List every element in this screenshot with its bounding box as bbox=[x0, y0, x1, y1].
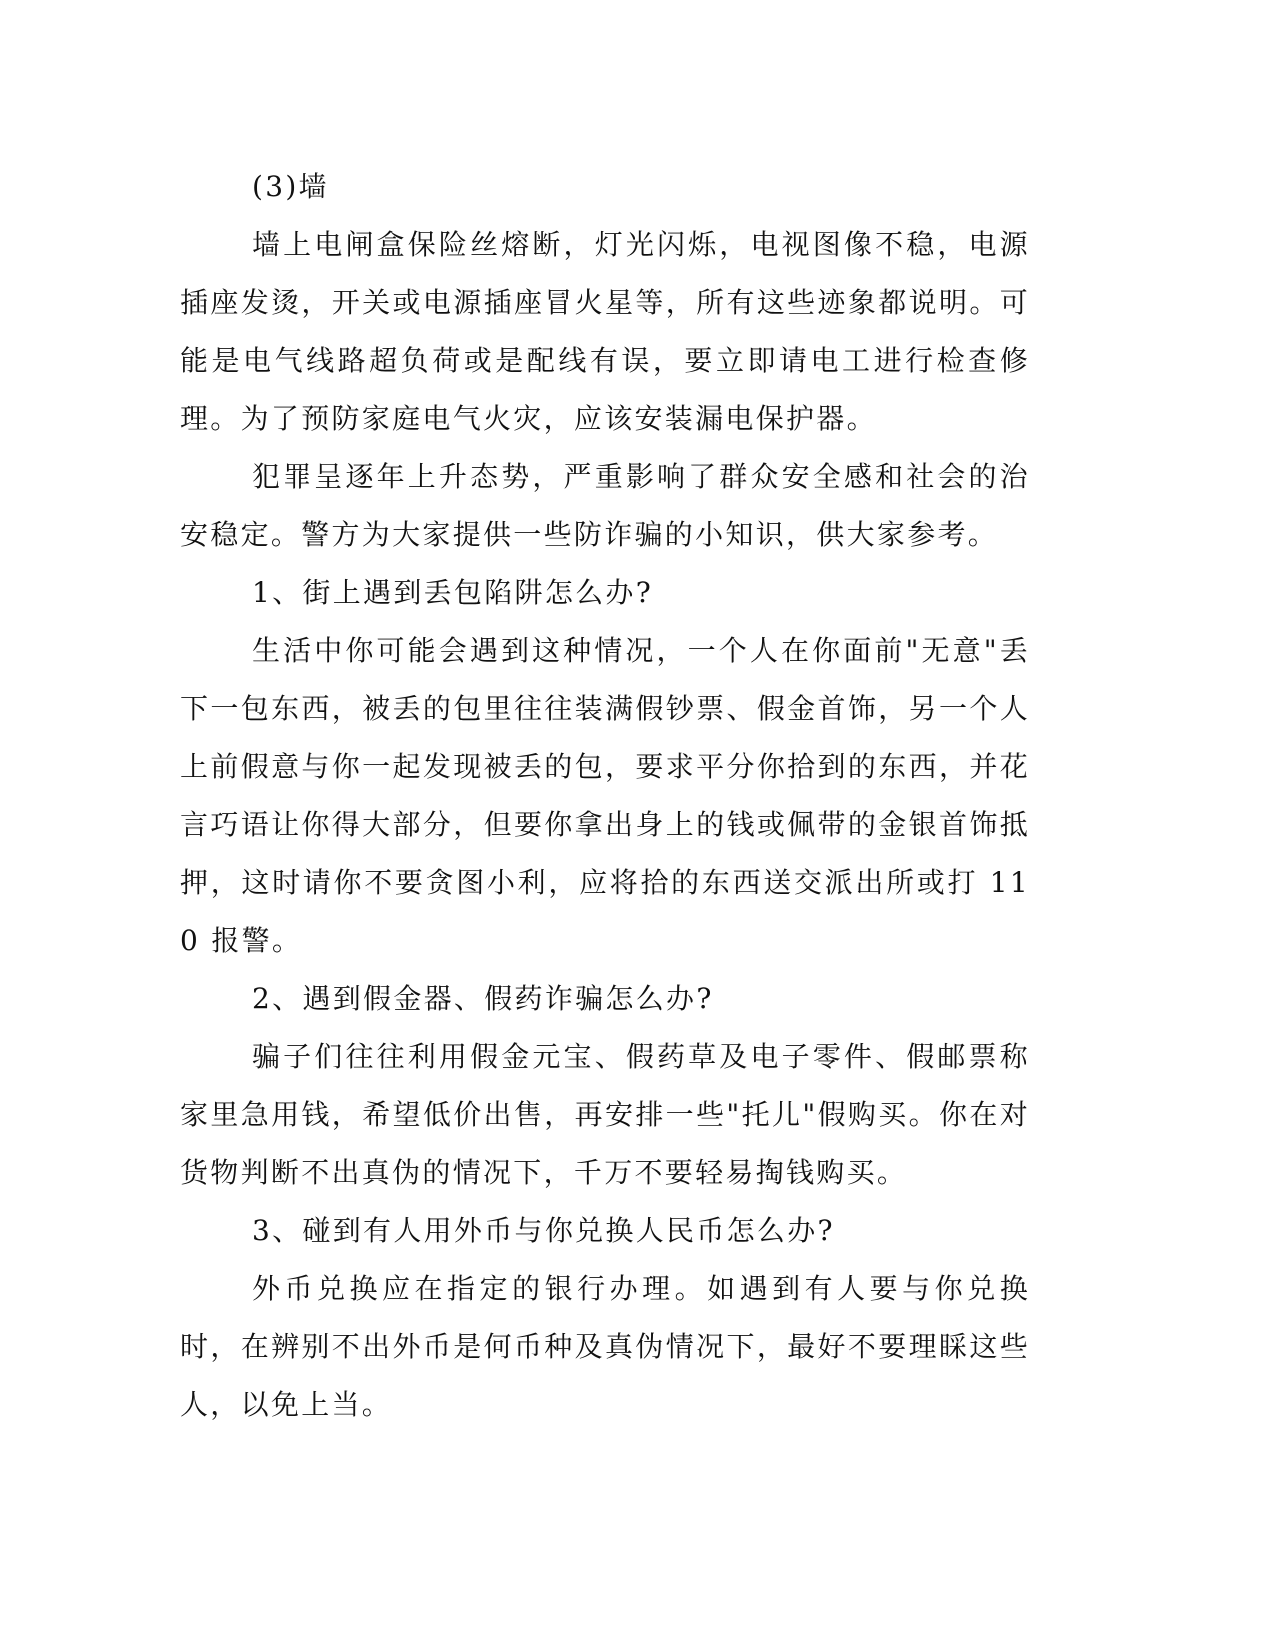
question-heading-3: 3、碰到有人用外币与你兑换人民币怎么办? bbox=[252, 1214, 835, 1247]
paragraph-fraud-intro: 犯罪呈逐年上升态势，严重影响了群众安全感和社会的治安稳定。警方为大家提供一些防诈骗的小知识，供大家参考。 bbox=[180, 460, 1030, 551]
paragraph-answer-3: 外币兑换应在指定的银行办理。如遇到有人要与你兑换时，在辨别不出外币是何币种及真伪情况下，最好不要理睬这些人，以免上当。 bbox=[180, 1272, 1030, 1421]
paragraph-answer-1: 生活中你可能会遇到这种情况，一个人在你面前"无意"丢下一包东西，被丢的包里往往装满假钞票、假金首饰，另一个人上前假意与你一起发现被丢的包，要求平分你拾到的东西，并花言巧语让你得大部分，但要你拿出身上的钱或佩带的金银首饰抵押，这时请你不要贪图小利，应将拾的东西送交派出所或打 110 报警。 bbox=[180, 634, 1030, 957]
question-heading-1: 1、街上遇到丢包陷阱怎么办? bbox=[252, 576, 654, 609]
paragraph-wall-electrical: 墙上电闸盒保险丝熔断，灯光闪烁，电视图像不稳，电源插座发烫，开关或电源插座冒火星等，所有这些迹象都说明。可能是电气线路超负荷或是配线有误，要立即请电工进行检查修理。为了预防家庭电气火灾，应该安装漏电保护器。 bbox=[180, 228, 1030, 435]
paragraph-answer-2: 骗子们往往利用假金元宝、假药草及电子零件、假邮票称家里急用钱，希望低价出售，再安排一些"托儿"假购买。你在对货物判断不出真伪的情况下，千万不要轻易掏钱购买。 bbox=[180, 1040, 1030, 1189]
section-heading-wall: (3)墙 bbox=[252, 170, 329, 203]
question-heading-2: 2、遇到假金器、假药诈骗怎么办? bbox=[252, 982, 714, 1015]
document-body bbox=[180, 158, 1030, 1434]
